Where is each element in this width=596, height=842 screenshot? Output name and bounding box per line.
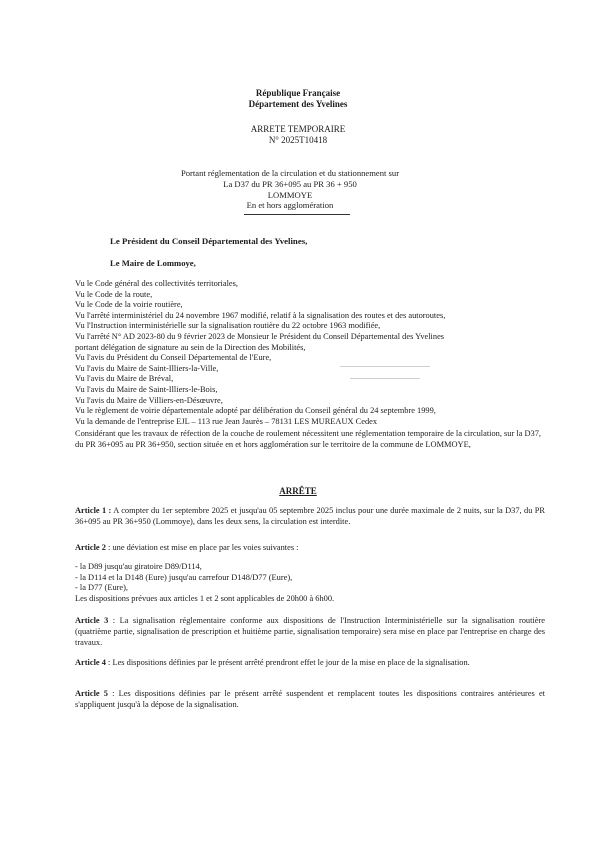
article-3-label: Article 3 — [75, 616, 109, 625]
consideration-item: Vu l'avis du Maire de Villiers-en-Désœuvre, — [75, 395, 223, 405]
consideration-item: portant délégation de signature au sein de la Direction des Mobilités, — [75, 342, 306, 352]
article-4-text: : Les dispositions définies par le présent arrêté prendront effet le jour de la mise en place de la signalisation. — [105, 658, 470, 667]
arrete-heading: ARRÊTE — [279, 486, 317, 496]
article-2 — [75, 542, 545, 553]
considerations-list — [75, 279, 545, 427]
republic-heading: République Française — [255, 88, 341, 98]
detour-item: Les dispositions prévues aux articles 1 et 2 sont applicables de 20h00 à 6h00. — [75, 593, 335, 603]
article-4 — [75, 657, 545, 668]
considerant-paragraph — [75, 428, 545, 450]
consideration-item: Vu la demande de l'entreprise EJL – 113 rue Jean Jaurès – 78131 LES MUREAUX Cedex — [75, 416, 378, 426]
consideration-item: Vu le Code général des collectivités territoriales, — [75, 279, 238, 288]
article-5 — [75, 688, 545, 710]
article-1-label: Article 1 : — [75, 506, 112, 515]
subject-line-3: LOMMOYE — [267, 189, 313, 200]
consideration-item: Vu l'Instruction interministérielle sur la signalisation routière du 22 octobre 1963 modifiée, — [75, 321, 381, 331]
consideration-item: Vu l'arrêté N° AD 2023-80 du 9 février 2023 de Monsieur le Président du Conseil Départemental des Yvelines — [75, 331, 445, 341]
consideration-item: Vu le Code de la route, — [75, 289, 153, 299]
decree-number: N° 2025T10418 — [268, 135, 328, 145]
decree-type: ARRETE TEMPORAIRE — [250, 124, 346, 134]
consideration-item: Vu l'avis du Président du Conseil Départemental de l'Eure, — [75, 353, 272, 363]
scan-artifact — [350, 378, 420, 379]
consideration-item: Vu l'arrêté interministériel du 24 novembre 1967 modifié, relatif à la signalisation des routes et des autoroutes, — [75, 310, 446, 320]
article-3 — [75, 615, 545, 649]
detour-list — [75, 562, 545, 604]
article-1-text: A compter du 1er septembre 2025 et jusqu'au 05 septembre 2025 inclus pour une durée maximale de 2 nuits, sur la D37, du PR 36+095 au PR 36+950 (Lommoye), dans les deux sens, la circulation est interdite. — [75, 506, 546, 527]
consideration-item: Vu l'avis du Maire de Saint-Illiers-la-Ville, — [75, 363, 219, 373]
detour-item: - la D114 et la D148 (Eure) jusqu'au carrefour D148/D77 (Eure), — [75, 572, 293, 582]
article-4-label: Article 4 — [75, 658, 106, 667]
article-2-label: Article 2 — [75, 543, 106, 552]
subject-line-4: En et hors agglomération — [246, 200, 334, 211]
subject-block — [120, 168, 460, 211]
president-line: Le Président du Conseil Départemental des Yvelines, — [110, 236, 308, 246]
article-5-text: : Les dispositions définies par le présent arrêté suspendent et remplacent toutes les dispositions contraires antérieures et s'appliquent jusqu'à la dépose de la signalisation. — [75, 689, 545, 710]
subject-line-2: La D37 du PR 36+095 au PR 36 + 950 — [223, 178, 357, 189]
detour-item: - la D77 (Eure), — [75, 583, 129, 593]
article-5-label: Article 5 — [75, 689, 108, 698]
consideration-item: Vu le Code de la voirie routière, — [75, 300, 183, 310]
consideration-item: Vu le règlement de voirie départementale adopté par délibération du Conseil général du 24 septembre 1999, — [75, 406, 436, 416]
detour-item: - la D89 jusqu'au giratoire D89/D114, — [75, 562, 202, 571]
subject-line-1: Portant réglementation de la circulation et du stationnement sur — [180, 168, 400, 178]
mayor-line: Le Maire de Lommoye, — [110, 258, 196, 268]
consideration-item: Vu l'avis du Maire de Saint-Illiers-le-Bois, — [75, 384, 218, 394]
subject-underline — [244, 214, 350, 215]
considerant-text: Considérant que les travaux de réfection de la couche de roulement nécessitent une réglementation temporaire de la circulation, sur la D37, du PR 36+095 au PR 36+950, section située en et hors agglomération sur le territoire de la commune de LOMMOYE, — [75, 429, 542, 450]
article-2-text: : une déviation est mise en place par les voies suivantes : — [105, 543, 299, 552]
article-1 — [75, 505, 545, 527]
consideration-item: Vu l'avis du Maire de Bréval, — [75, 374, 174, 384]
department-heading: Département des Yvelines — [248, 99, 348, 109]
article-3-text: : La signalisation réglementaire conforme aux dispositions de l'Instruction Interministérielle sur la signalisation routière (quatrième partie, signalisation de prescription et huitième partie, signalisation temporaire) sera mise en place par l'entreprise en charge des travaux. — [75, 616, 545, 648]
scan-artifact — [340, 366, 430, 367]
